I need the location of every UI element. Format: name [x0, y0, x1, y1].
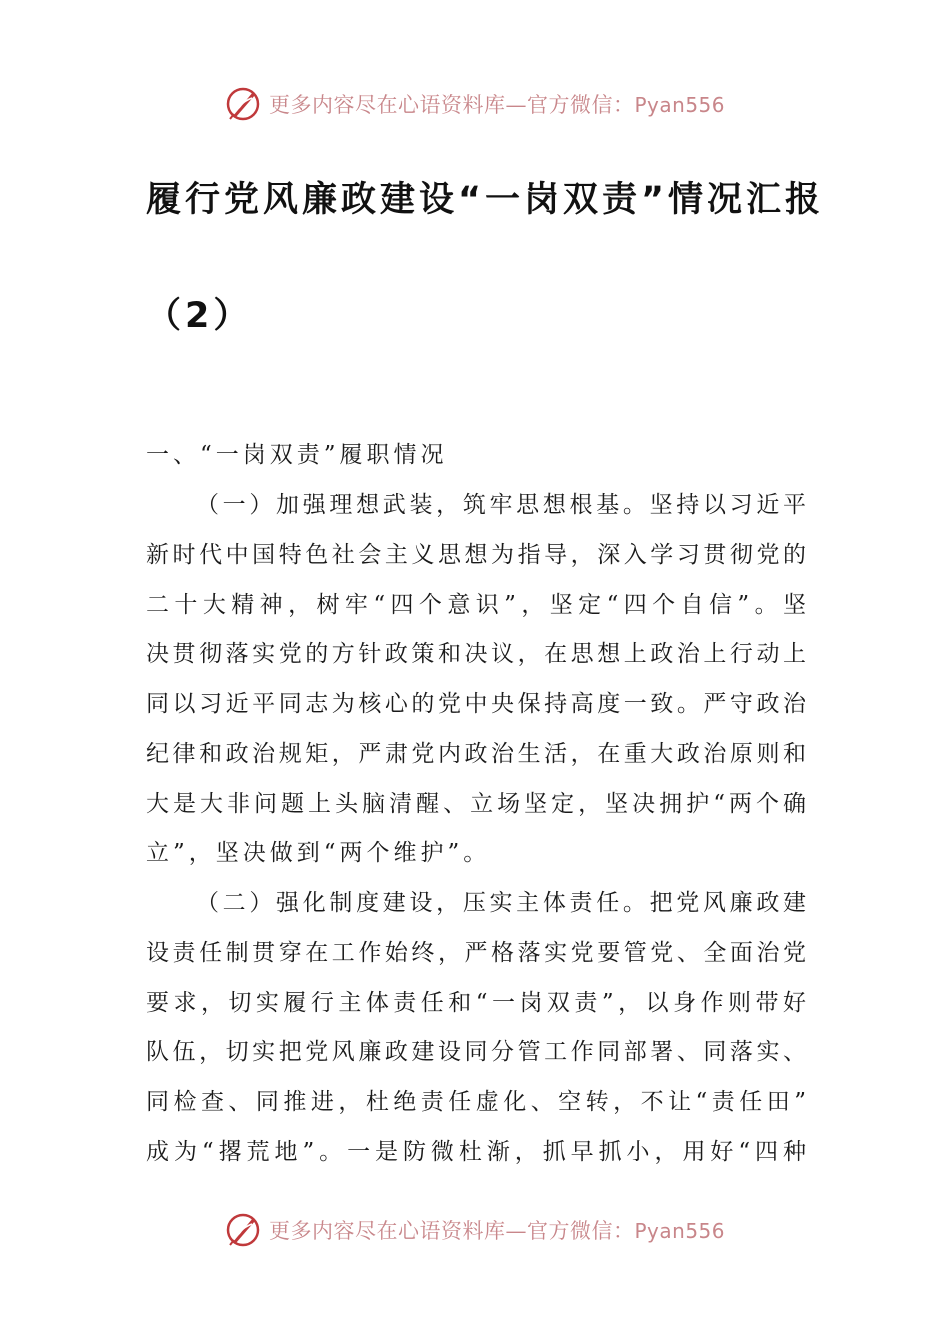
watermark-text: 更多内容尽在心语资料库—官方微信：Pyan556 [268, 1219, 725, 1243]
wechat-id: Pyan556 [634, 1219, 725, 1243]
paragraph-line: 要求，切实履行主体责任和“一岗双责”，以身作则带好 [146, 990, 806, 1016]
paragraph-line: 决贯彻落实党的方针政策和决议，在思想上政治上行动上 [146, 641, 806, 667]
paragraph-line: （一）加强理想武装，筑牢思想根基。坚持以习近平 [196, 492, 806, 518]
paragraph-line: 队伍，切实把党风廉政建设同分管工作同部署、同落实、 [146, 1039, 806, 1065]
paragraph-line: 同检查、同推进，杜绝责任虚化、空转，不让“责任田” [146, 1089, 806, 1115]
watermark-banner-bottom [0, 1210, 950, 1250]
paragraph-line: 设责任制贯穿在工作始终，严格落实党要管党、全面治党 [146, 940, 806, 966]
section-heading: 一、“一岗双责”履职情况 [146, 442, 448, 468]
document-title: 履行党风廉政建设“一岗双责”情况汇报 [146, 180, 825, 220]
document-title-number: （2） [146, 296, 253, 336]
paragraph-line: 同以习近平同志为核心的党中央保持高度一致。严守政治 [146, 691, 806, 717]
watermark-text: 更多内容尽在心语资料库—官方微信：Pyan556 [268, 93, 725, 117]
paragraph-line: 纪律和政治规矩，严肃党内政治生活，在重大政治原则和 [146, 741, 806, 767]
quill-pen-logo-icon [225, 86, 261, 122]
paragraph-line: 新时代中国特色社会主义思想为指导，深入学习贯彻党的 [146, 542, 806, 568]
paragraph-line: 二十大精神，树牢“四个意识”，坚定“四个自信”。坚 [146, 592, 806, 618]
paragraph-line: 成为“撂荒地”。一是防微杜渐，抓早抓小，用好“四种 [146, 1139, 806, 1165]
wechat-id: Pyan556 [634, 93, 725, 117]
paragraph-line: 大是大非问题上头脑清醒、立场坚定，坚决拥护“两个确 [146, 791, 806, 817]
paragraph-line: （二）强化制度建设，压实主体责任。把党风廉政建 [196, 890, 806, 916]
quill-pen-logo-icon [225, 1212, 261, 1248]
paragraph-line: 立”，坚决做到“两个维护”。 [146, 840, 491, 866]
watermark-banner-top [0, 84, 950, 124]
